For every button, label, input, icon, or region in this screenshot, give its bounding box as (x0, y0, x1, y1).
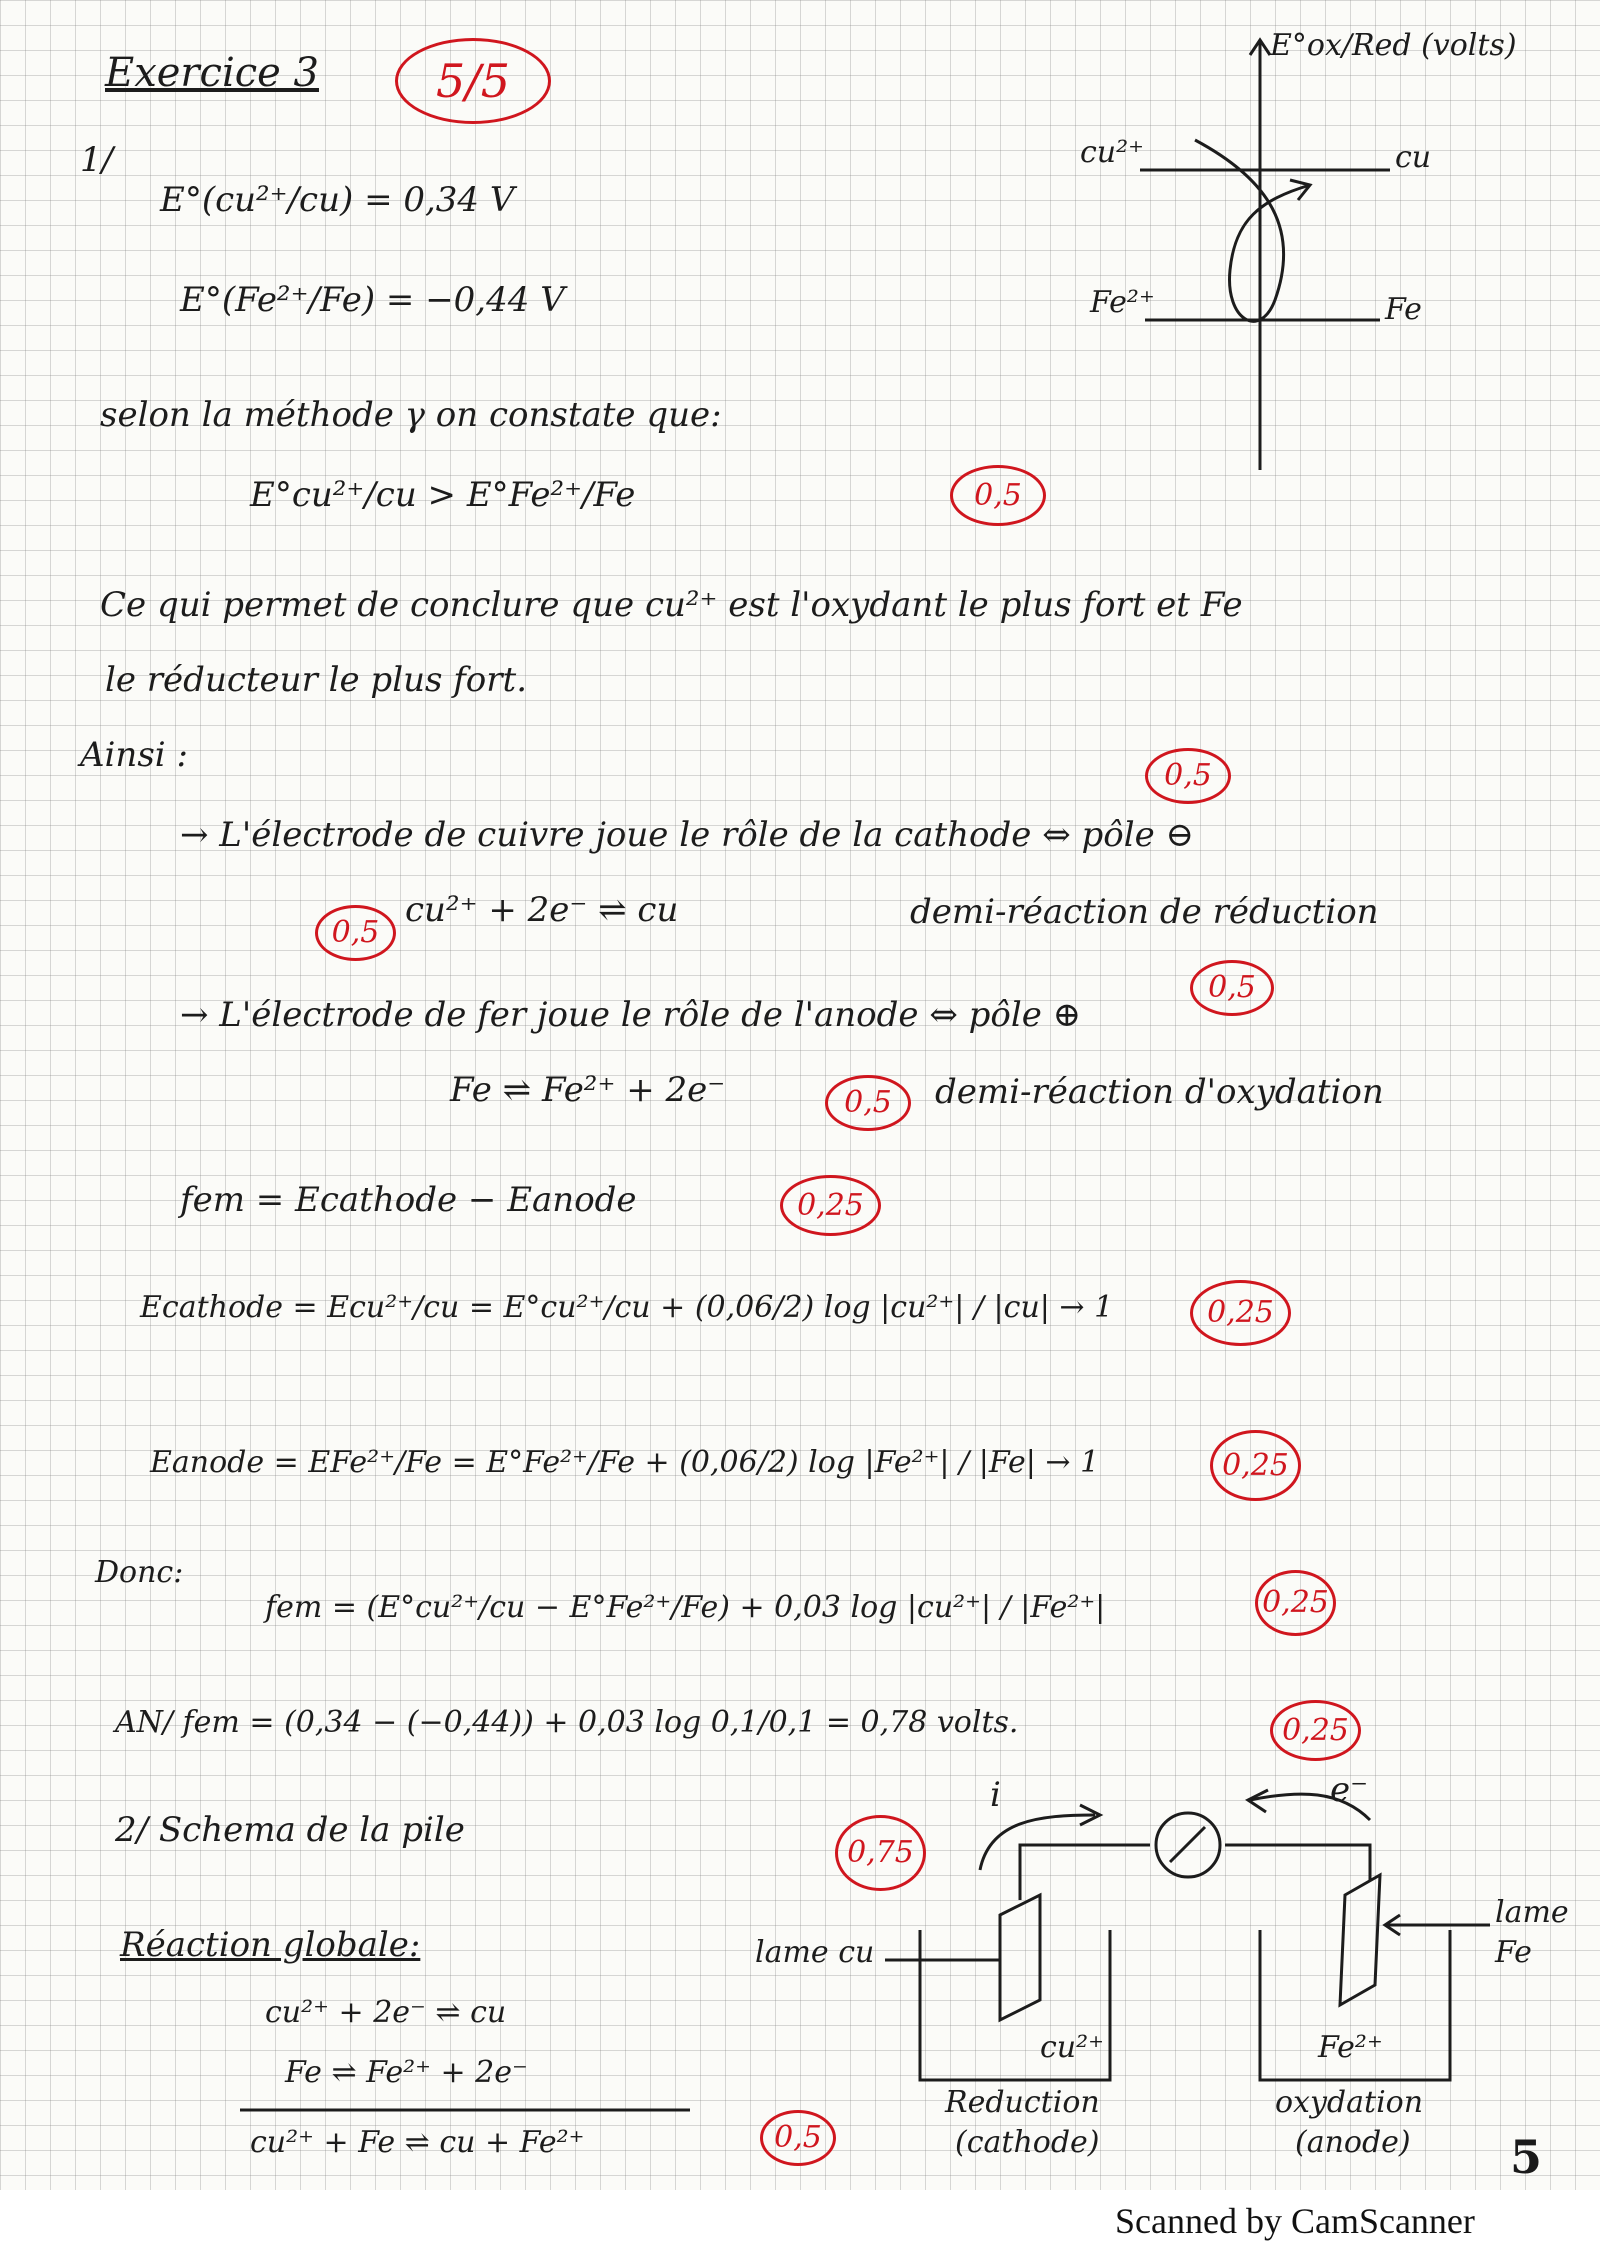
grade-ecathode: 0,25 (1190, 1280, 1291, 1346)
donc-label: Donc: (95, 1555, 184, 1590)
grade-eanode: 0,25 (1210, 1430, 1301, 1501)
grade-cathode-reaction: 0,5 (315, 905, 396, 961)
page-number: 5 (1510, 2130, 1543, 2184)
right-name-1: oxydation (1275, 2085, 1424, 2120)
ecathode-formula: Ecathode = Ecu²⁺/cu = E°cu²⁺/cu + (0,06/2) log |cu²⁺| / |cu| → 1 (140, 1290, 1114, 1325)
ainsi-label: Ainsi : (80, 735, 188, 775)
right-ion-label: Fe²⁺ (1318, 2030, 1383, 2065)
grade-ainsi: 0,5 (1145, 748, 1231, 804)
iron-plate (1340, 1875, 1380, 2005)
fem-formula: fem = (E°cu²⁺/cu − E°Fe²⁺/Fe) + 0,03 log |cu²⁺| / |Fe²⁺| (265, 1590, 1106, 1625)
left-name-1: Reduction (945, 2085, 1100, 2120)
electron-label: e⁻ (1330, 1770, 1369, 1810)
global-reaction-sum: cu²⁺ + Fe ⇌ cu + Fe²⁺ (250, 2125, 585, 2160)
cu-ox-label: cu²⁺ (1080, 135, 1144, 170)
voltmeter-needle (1170, 1827, 1205, 1862)
numerical-application: AN/ fem = (0,34 − (−0,44)) + 0,03 log 0,1/0,1 = 0,78 volts. (115, 1705, 1019, 1740)
cathode-line: → L'électrode de cuivre joue le rôle de la cathode ⇔ pôle ⊖ (180, 815, 1195, 855)
e-fe-value: E°(Fe²⁺/Fe) = −0,44 V (180, 280, 565, 320)
conclusion-line-2: le réducteur le plus fort. (105, 660, 527, 700)
grade-anode-reaction: 0,5 (825, 1075, 911, 1131)
grade-an: 0,25 (1270, 1700, 1361, 1761)
lame-cu-label: lame cu (755, 1935, 875, 1970)
fem-definition: fem = Ecathode − Eanode (180, 1180, 637, 1220)
eanode-formula: Eanode = EFe²⁺/Fe = E°Fe²⁺/Fe + (0,06/2) log |Fe²⁺| / |Fe| → 1 (150, 1445, 1100, 1480)
anode-line: → L'électrode de fer joue le rôle de l'anode ⇔ pôle ⊕ (180, 995, 1082, 1035)
grade-schema: 0,75 (835, 1815, 926, 1891)
part1-label: 1/ (80, 140, 114, 180)
current-arrow (980, 1815, 1095, 1870)
copper-plate (1000, 1895, 1040, 2020)
grade-anode: 0,5 (1190, 960, 1274, 1016)
left-ion-label: cu²⁺ (1040, 2030, 1104, 2065)
global-reaction-title: Réaction globale: (120, 1925, 421, 1965)
current-label: i (990, 1775, 1001, 1815)
cu-red-label: cu (1395, 140, 1432, 175)
right-wire (1225, 1845, 1370, 1880)
e-cu-value: E°(cu²⁺/cu) = 0,34 V (160, 180, 515, 220)
anode-reaction-label: demi-réaction d'oxydation (935, 1072, 1384, 1112)
left-name-2: (cathode) (955, 2125, 1100, 2160)
anode-reaction: Fe ⇌ Fe²⁺ + 2e⁻ (450, 1070, 726, 1110)
exercise-title: Exercice 3 (105, 50, 319, 96)
grade-donc: 0,25 (1255, 1570, 1336, 1636)
left-wire (1020, 1845, 1150, 1900)
grade-global: 0,5 (760, 2110, 836, 2166)
right-name-2: (anode) (1295, 2125, 1411, 2160)
electron-arrowhead-icon (1248, 1790, 1268, 1812)
lame-fe-label-1: lame (1495, 1895, 1569, 1930)
schema-title: 2/ Schema de la pile (115, 1810, 465, 1850)
cathode-reaction: cu²⁺ + 2e⁻ ⇌ cu (405, 890, 679, 930)
conclusion-line-1: Ce qui permet de conclure que cu²⁺ est l'oxydant le plus fort et Fe (100, 585, 1243, 625)
global-reaction-1: cu²⁺ + 2e⁻ ⇌ cu (265, 1995, 507, 2030)
potential-comparison: E°cu²⁺/cu > E°Fe²⁺/Fe (250, 475, 636, 515)
method-line: selon la méthode γ on constate que: (100, 395, 722, 435)
fe-ox-label: Fe²⁺ (1090, 285, 1155, 320)
grade-fem: 0,25 (780, 1175, 881, 1236)
total-grade: 5/5 (395, 38, 551, 124)
scanner-footer: Scanned by CamScanner (1115, 2201, 1475, 2241)
lame-fe-label-2: Fe (1495, 1935, 1532, 1970)
cathode-reaction-label: demi-réaction de réduction (910, 892, 1379, 932)
fe-red-label: Fe (1385, 292, 1422, 327)
axis-label: E°ox/Red (volts) (1270, 28, 1517, 63)
grade-compare: 0,5 (950, 465, 1046, 526)
global-reaction-2: Fe ⇌ Fe²⁺ + 2e⁻ (285, 2055, 528, 2090)
